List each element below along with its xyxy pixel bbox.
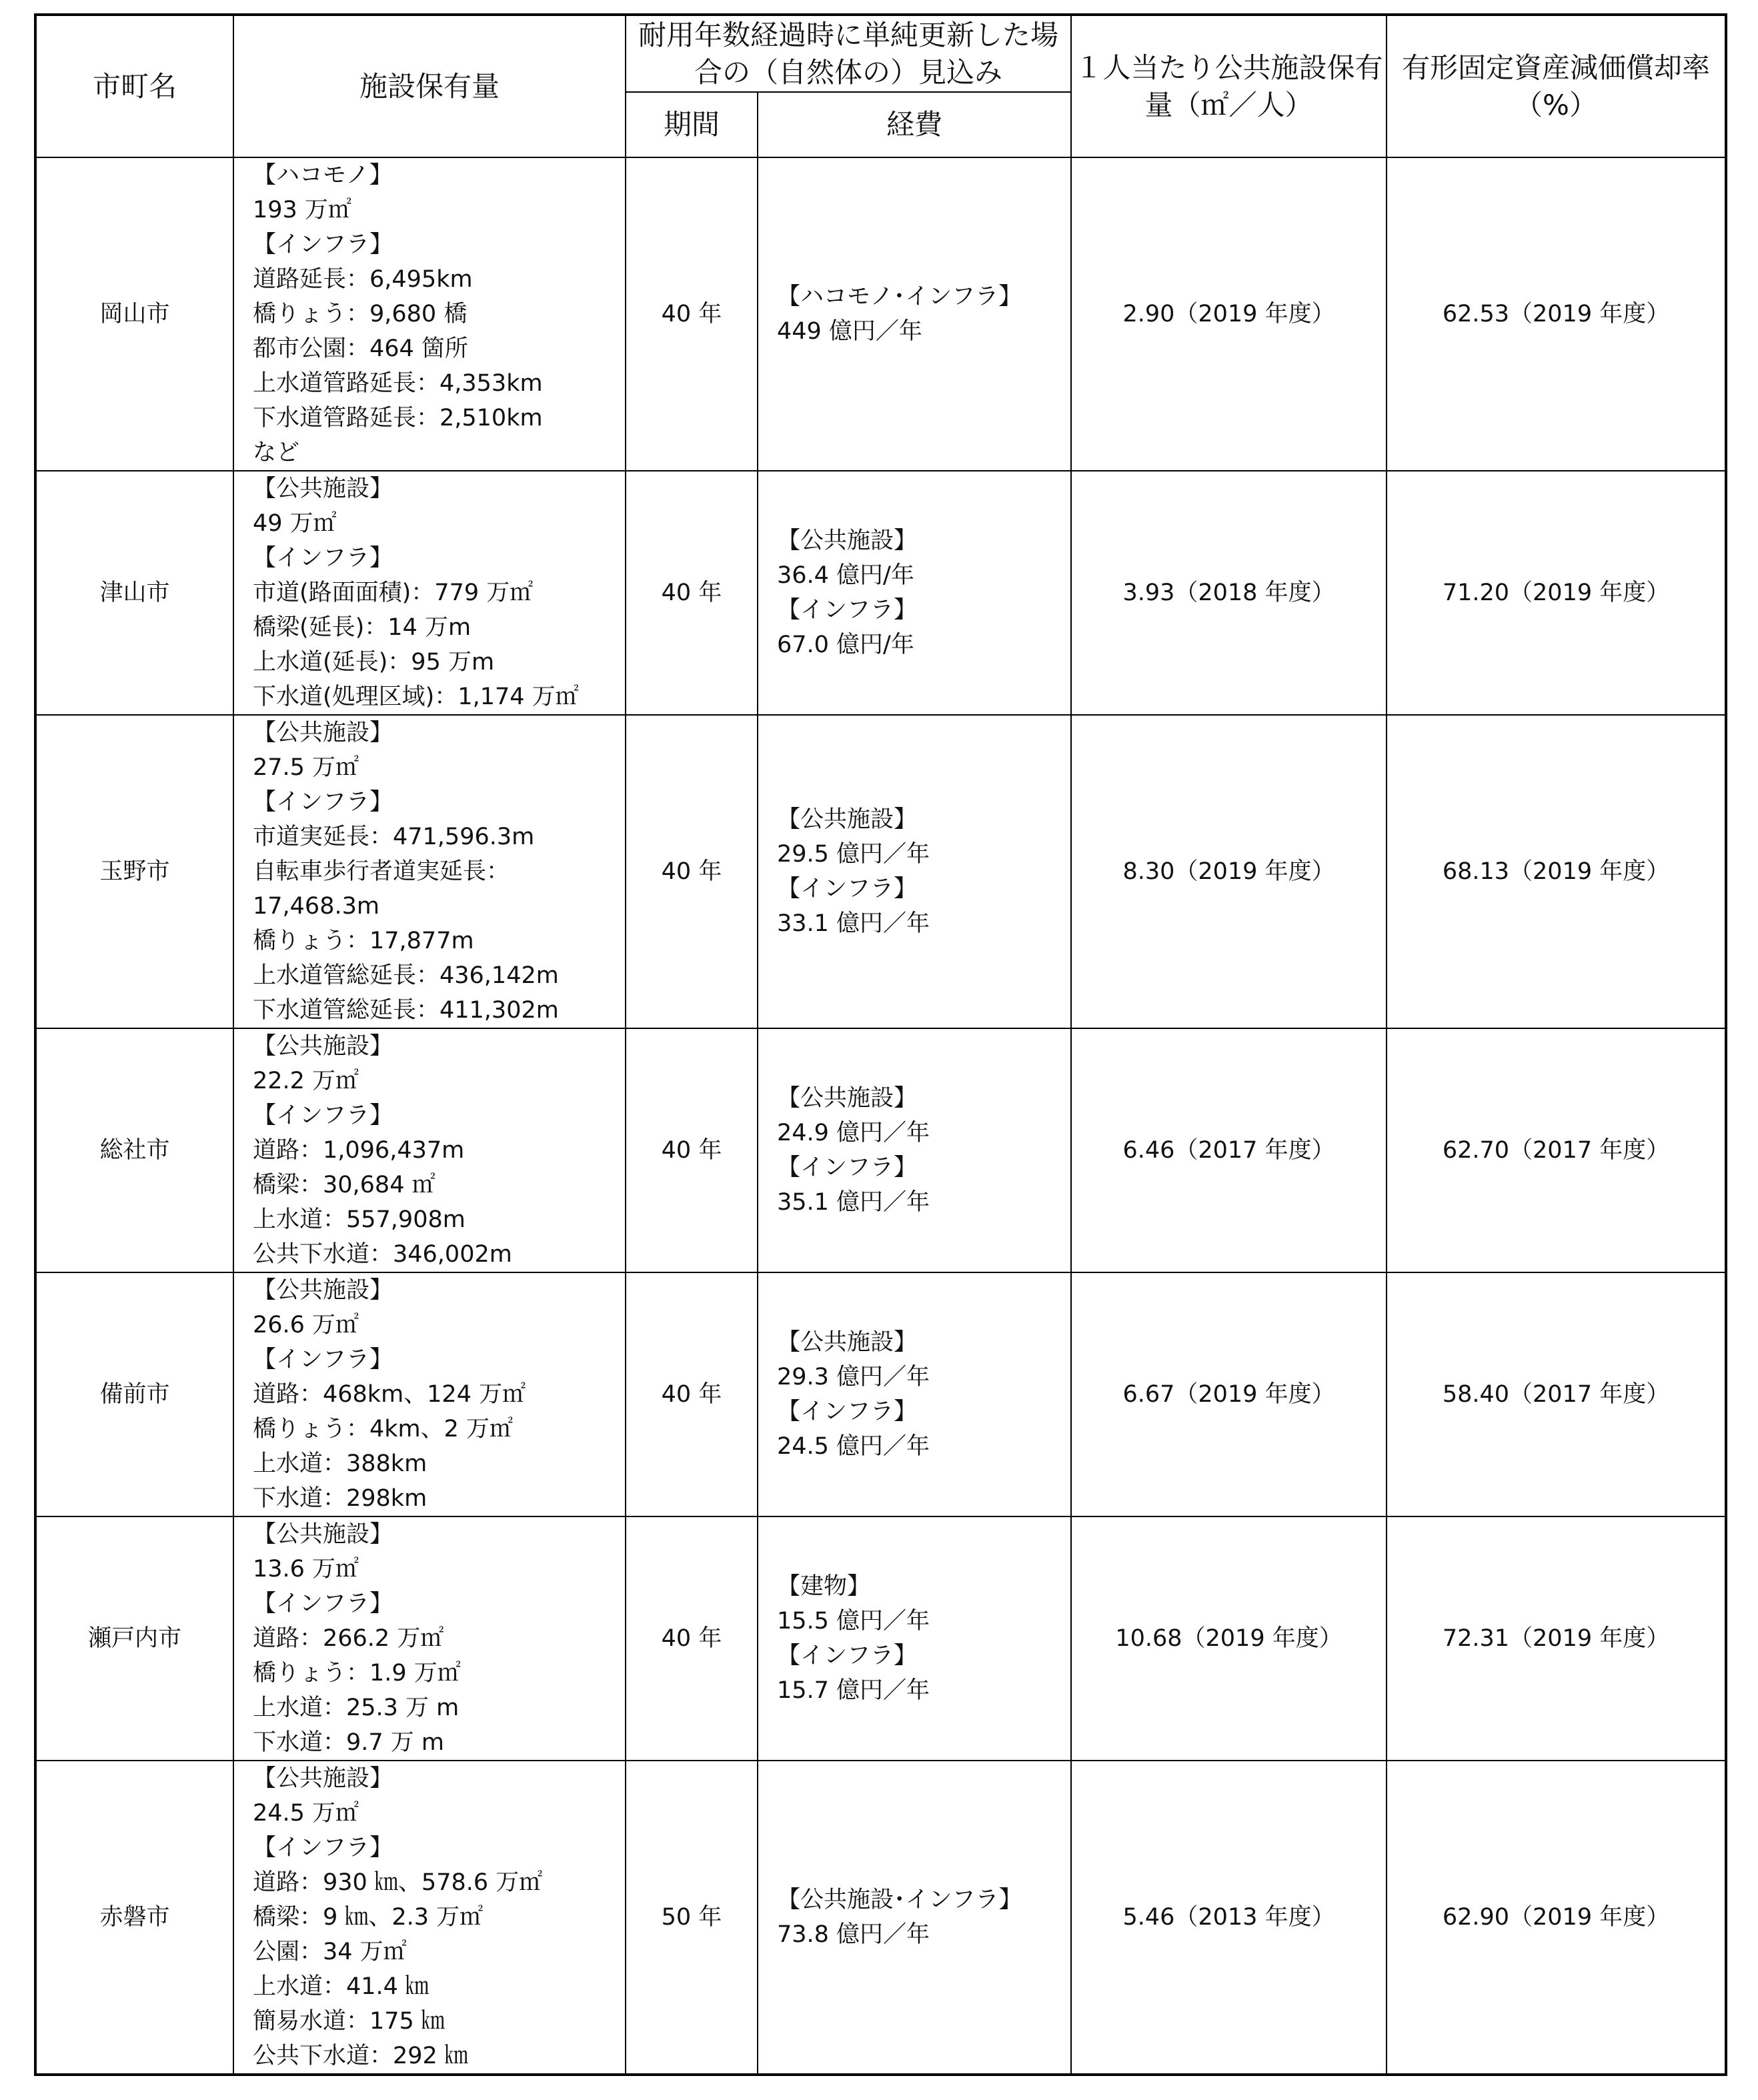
facility-line: 【インフラ】 xyxy=(253,1346,393,1373)
facility-line: 橋りょう：17,877m xyxy=(253,928,474,954)
facility-line: 下水道管路延長：2,510km xyxy=(253,405,543,431)
facility-line: 道路：1,096,437m xyxy=(253,1137,465,1164)
cost-line: 【インフラ】 xyxy=(777,1154,918,1181)
facility-line: 【公共施設】 xyxy=(253,1521,393,1548)
facility-line: 【インフラ】 xyxy=(253,1102,393,1129)
city-cell: 赤磐市 xyxy=(35,1761,233,2075)
facility-line: 自転車歩行者道実延長： xyxy=(253,858,510,885)
facility-line: 【インフラ】 xyxy=(253,545,393,572)
facility-line: 上水道：388km xyxy=(253,1450,427,1477)
cost-cell xyxy=(758,1516,1071,1761)
facility-line: 橋梁：30,684 ㎡ xyxy=(253,1172,435,1198)
cost-cell xyxy=(758,1028,1071,1272)
facility-line: 上水道(延長)：95 万m xyxy=(253,649,495,676)
table-row xyxy=(35,1028,1726,1272)
table-row xyxy=(35,1516,1726,1761)
table-row xyxy=(35,471,1726,715)
cost-line: 【インフラ】 xyxy=(777,1398,918,1425)
facility-line: 【ハコモノ】 xyxy=(253,162,393,189)
facility-line: 上水道管路延長：4,353km xyxy=(253,370,543,397)
per-capita-cell: 6.46（2017 年度） xyxy=(1071,1028,1387,1272)
cost-line: 【インフラ】 xyxy=(777,597,918,624)
cost-line: 15.5 億円／年 xyxy=(777,1608,930,1635)
cost-line: 449 億円／年 xyxy=(777,318,922,345)
facility-line: 橋梁(延長)：14 万m xyxy=(253,614,472,641)
cost-line: 【ハコモノ･インフラ】 xyxy=(777,283,1022,310)
cost-cell xyxy=(758,1272,1071,1516)
city-cell: 津山市 xyxy=(35,471,233,715)
facility-line: 49 万㎡ xyxy=(253,510,337,537)
depreciation-cell: 68.13（2019 年度） xyxy=(1387,715,1726,1028)
cost-line: 【建物】 xyxy=(777,1573,871,1600)
per-capita-cell: 8.30（2019 年度） xyxy=(1071,715,1387,1028)
depreciation-cell: 58.40（2017 年度） xyxy=(1387,1272,1726,1516)
facility-line: 簡易水道：175 ㎞ xyxy=(253,2008,445,2035)
depreciation-cell: 72.31（2019 年度） xyxy=(1387,1516,1726,1761)
facility-line: 上水道管総延長：436,142m xyxy=(253,962,559,989)
facility-line: 橋りょう：4km、2 万㎡ xyxy=(253,1416,514,1442)
facility-line: 橋りょう：1.9 万㎡ xyxy=(253,1660,461,1687)
cost-cell xyxy=(758,471,1071,715)
period-cell: 40 年 xyxy=(626,157,758,471)
header-depreciation: 有形固定資産減価償却率（%） xyxy=(1387,15,1726,157)
facility-line: 26.6 万㎡ xyxy=(253,1312,359,1338)
facility-line: 道路延長：6,495km xyxy=(253,266,473,293)
facility-line: 17,468.3m xyxy=(253,893,379,920)
cost-cell xyxy=(758,157,1071,471)
per-capita-cell: 3.93（2018 年度） xyxy=(1071,471,1387,715)
per-capita-cell: 6.67（2019 年度） xyxy=(1071,1272,1387,1516)
facility-line: 【公共施設】 xyxy=(253,1033,393,1060)
header-per-capita: １人当たり公共施設保有量（㎡／人） xyxy=(1071,15,1387,157)
facilities-cell xyxy=(233,1761,626,2075)
cost-line: 【公共施設】 xyxy=(777,806,918,833)
table-row xyxy=(35,157,1726,471)
facility-line: 193 万㎡ xyxy=(253,197,351,223)
cost-line: 【公共施設】 xyxy=(777,528,918,554)
facility-line: 市道(路面面積)：779 万㎡ xyxy=(253,580,534,606)
period-cell: 40 年 xyxy=(626,1272,758,1516)
facility-line: 【インフラ】 xyxy=(253,789,393,816)
facility-line: 公園：34 万㎡ xyxy=(253,1939,407,1965)
facility-line: 13.6 万㎡ xyxy=(253,1556,359,1583)
facility-line: 24.5 万㎡ xyxy=(253,1800,359,1827)
facility-line: 下水道：298km xyxy=(253,1485,427,1512)
city-cell: 総社市 xyxy=(35,1028,233,1272)
cost-line: 15.7 億円／年 xyxy=(777,1677,930,1704)
city-cell: 岡山市 xyxy=(35,157,233,471)
facility-line: 下水道：9.7 万 m xyxy=(253,1729,445,1756)
cost-line: 73.8 億円／年 xyxy=(777,1921,930,1948)
facility-line: 【公共施設】 xyxy=(253,720,393,746)
facility-line: 都市公園：464 箇所 xyxy=(253,335,468,362)
facilities-cell xyxy=(233,1028,626,1272)
facilities-cell xyxy=(233,715,626,1028)
cost-line: 【公共施設･インフラ】 xyxy=(777,1887,1022,1913)
facility-line: 市道実延長：471,596.3m xyxy=(253,824,535,850)
cost-line: 67.0 億円/年 xyxy=(777,632,914,658)
per-capita-cell: 10.68（2019 年度） xyxy=(1071,1516,1387,1761)
per-capita-cell: 2.90（2019 年度） xyxy=(1071,157,1387,471)
facility-line: 22.2 万㎡ xyxy=(253,1068,359,1094)
cost-line: 24.9 億円／年 xyxy=(777,1120,930,1146)
facility-line: 下水道(処理区域)：1,174 万㎡ xyxy=(253,684,579,710)
cost-line: 29.5 億円／年 xyxy=(777,841,930,868)
facility-line: 【公共施設】 xyxy=(253,1765,393,1792)
facility-line: 上水道：41.4 ㎞ xyxy=(253,1973,429,2000)
table-row xyxy=(35,1272,1726,1516)
facility-line: 【公共施設】 xyxy=(253,475,393,502)
cost-line: 【公共施設】 xyxy=(777,1085,918,1112)
city-cell: 玉野市 xyxy=(35,715,233,1028)
cost-line: 【インフラ】 xyxy=(777,1643,918,1669)
facilities-cell xyxy=(233,157,626,471)
cost-line: 35.1 億円／年 xyxy=(777,1189,930,1216)
facility-line: 上水道：25.3 万 m xyxy=(253,1695,460,1721)
header-period: 期間 xyxy=(626,92,758,157)
header-facilities: 施設保有量 xyxy=(233,15,626,157)
city-cell: 備前市 xyxy=(35,1272,233,1516)
facility-line: 下水道管総延長：411,302m xyxy=(253,997,559,1024)
period-cell: 40 年 xyxy=(626,471,758,715)
facility-line: 道路：930 ㎞、578.6 万㎡ xyxy=(253,1869,543,1896)
facility-line: など xyxy=(253,439,300,466)
header-cost: 経費 xyxy=(758,92,1071,157)
period-cell: 40 年 xyxy=(626,715,758,1028)
facility-line: 橋梁：9 ㎞、2.3 万㎡ xyxy=(253,1904,484,1931)
facility-line: 【インフラ】 xyxy=(253,231,393,258)
cost-line: 33.1 億円／年 xyxy=(777,910,930,937)
facility-line: 【インフラ】 xyxy=(253,1835,393,1861)
facilities-cell xyxy=(233,471,626,715)
table-row xyxy=(35,715,1726,1028)
header-row xyxy=(35,15,1726,92)
depreciation-cell: 62.70（2017 年度） xyxy=(1387,1028,1726,1272)
header-city: 市町名 xyxy=(35,15,233,157)
period-cell: 40 年 xyxy=(626,1516,758,1761)
facility-line: 上水道：557,908m xyxy=(253,1206,466,1233)
facility-line: 公共下水道：292 ㎞ xyxy=(253,2043,468,2069)
facility-line: 道路：468km、124 万㎡ xyxy=(253,1381,526,1408)
facility-line: 公共下水道：346,002m xyxy=(253,1241,512,1268)
table-row xyxy=(35,1761,1726,2075)
period-cell: 50 年 xyxy=(626,1761,758,2075)
facility-line: 【インフラ】 xyxy=(253,1591,393,1617)
cost-line: 29.3 億円／年 xyxy=(777,1364,930,1390)
cost-cell xyxy=(758,715,1071,1028)
city-cell: 瀬戸内市 xyxy=(35,1516,233,1761)
facilities-cell xyxy=(233,1272,626,1516)
per-capita-cell: 5.46（2013 年度） xyxy=(1071,1761,1387,2075)
table-body xyxy=(35,157,1726,2075)
cost-cell xyxy=(758,1761,1071,2075)
depreciation-cell: 71.20（2019 年度） xyxy=(1387,471,1726,715)
municipal-facilities-table xyxy=(34,13,1727,2076)
facility-line: 【公共施設】 xyxy=(253,1277,393,1304)
cost-line: 24.5 億円／年 xyxy=(777,1433,930,1460)
header-renewal-estimate: 耐用年数経過時に単純更新した場合の（自然体の）見込み xyxy=(626,15,1071,92)
depreciation-cell: 62.90（2019 年度） xyxy=(1387,1761,1726,2075)
cost-line: 【インフラ】 xyxy=(777,876,918,902)
cost-line: 【公共施設】 xyxy=(777,1329,918,1356)
facility-line: 27.5 万㎡ xyxy=(253,754,359,781)
depreciation-cell: 62.53（2019 年度） xyxy=(1387,157,1726,471)
facility-line: 道路：266.2 万㎡ xyxy=(253,1625,444,1652)
facilities-cell xyxy=(233,1516,626,1761)
facility-line: 橋りょう：9,680 橋 xyxy=(253,301,468,327)
cost-line: 36.4 億円/年 xyxy=(777,562,914,589)
period-cell: 40 年 xyxy=(626,1028,758,1272)
